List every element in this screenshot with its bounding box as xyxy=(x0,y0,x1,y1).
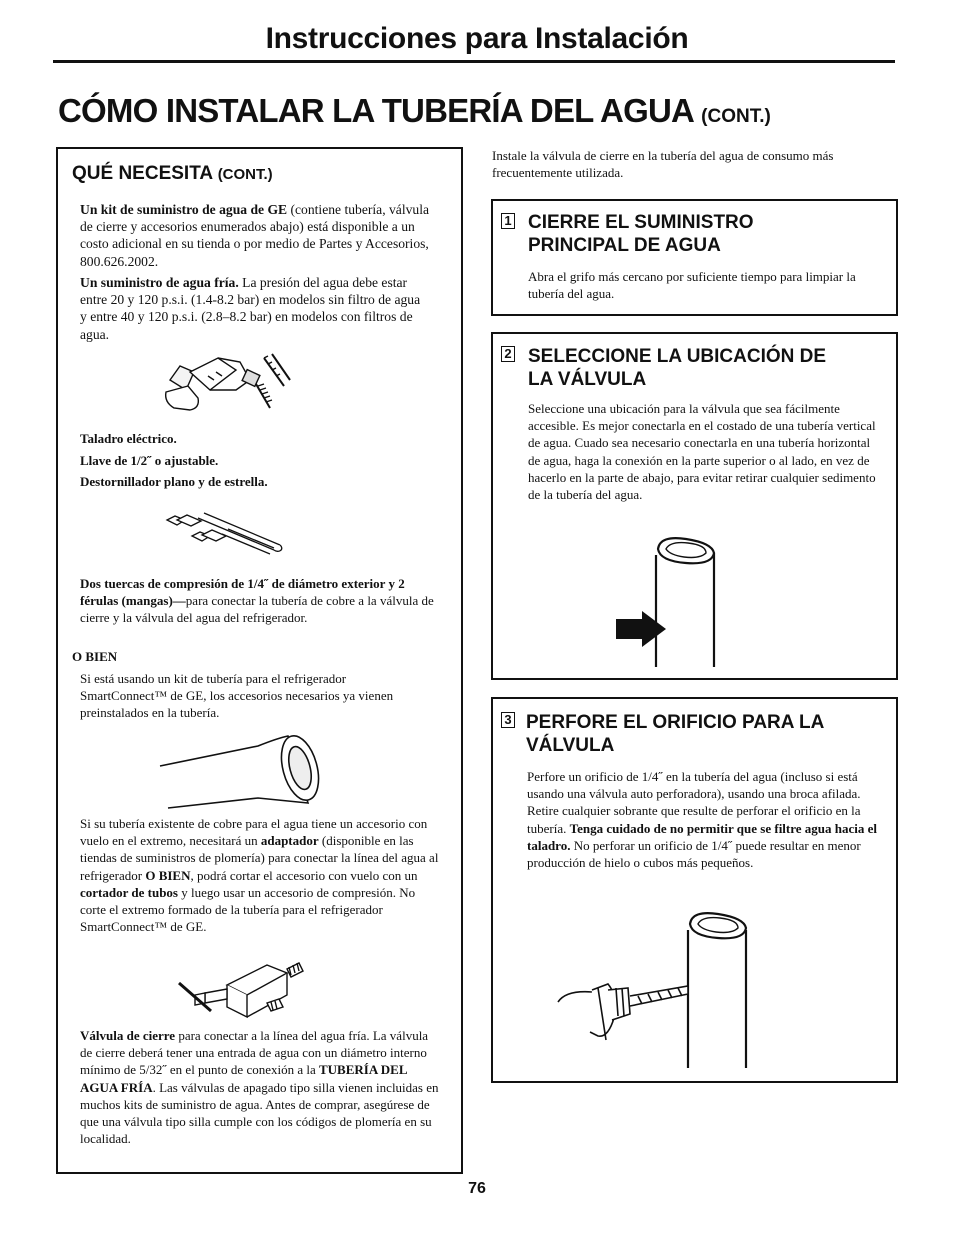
supply-bold: Un suministro de agua fría. xyxy=(80,275,239,290)
page-number: 76 xyxy=(468,1180,486,1197)
step-3-text-a: Perfore un orificio de 1/4˝ en la tubería del agua (incluso si está usando una válvula auto perforadora), usando una broca afilada. Retire cualquier sobrante que resulte de perforar el orificio en la tubería. xyxy=(527,769,861,836)
existing-or: O BIEN xyxy=(145,867,191,883)
valve-c: . Las válvulas de apagado tipo silla vienen incluidas en muchos kits de suministro de agua. Antes de comprar, asegúrese de que una válvula tipo silla cumple con los códigos de plomería en su localidad. xyxy=(80,1079,439,1147)
step-2-title: SELECCIONE LA UBICACIÓN DE LA VÁLVULA xyxy=(528,346,827,390)
section-title xyxy=(58,92,771,130)
step-1-text: Abra el grifo más cercano por suficiente tiempo para limpiar la tubería del agua. xyxy=(528,269,856,302)
step-3-text-b: Tenga cuidado de no permitir que se filtre agua hacia el taladro. xyxy=(527,820,878,853)
valve-a: para conectar a la línea del agua fría. La válvula de cierre deberá tener una entrada de agua con un diámetro interno mínimo de 5/32˝ en el punto de conexión a la xyxy=(80,1028,429,1078)
step-3-title: PERFORE EL ORIFICIO PARA LA VÁLVULA xyxy=(526,712,824,756)
existing-adaptor: adaptador xyxy=(260,833,319,849)
valve-cold-water: TUBERÍA DEL AGUA FRÍA xyxy=(80,1062,407,1095)
kit-text: (contiene tubería, válvula de cierre y accesorios enumerados abajo) está disponible a un costo adicional en su tienda o por medio de Partes y Accesorios, 800.626.2002. xyxy=(80,202,430,269)
step-3-text xyxy=(527,768,887,871)
step-3-text-c: No perforar un orificio de 1/4˝ puede resultar en menor producción de hielo o cubos más pequeños. xyxy=(527,837,861,871)
section-title-text: CÓMO INSTALAR LA TUBERÍA DEL AGUA xyxy=(58,92,693,129)
header-rule xyxy=(53,60,895,63)
supply-paragraph xyxy=(80,274,425,343)
intro-text: Instale la válvula de cierre en la tubería del agua de consumo más frecuentemente utilizada. xyxy=(492,148,834,181)
existing-g: y luego usar un accesorio de compresión. No corte el extremo formado de la tubería para el refrigerador SmartConnect™ de GE. xyxy=(80,884,416,935)
smartconnect-paragraph: Si está usando un kit de tubería para el refrigerador SmartConnect™ de GE, los accesorios necesarios ya vienen preinstalados en la tubería. xyxy=(80,671,394,721)
tool-wrench: Llave de 1/2˝ o ajustable. xyxy=(80,453,219,468)
existing-c: (disponible en las tiendas de suministros de plomería) para conectar la línea del agua al refrigerador xyxy=(80,833,439,883)
what-you-need-heading-text: QUÉ NECESITA xyxy=(72,163,213,184)
valve-bold: Válvula de cierre xyxy=(80,1028,176,1043)
vertical-pipe-illustration xyxy=(612,535,722,670)
existing-tubing-paragraph xyxy=(80,815,442,935)
step-1-number: 1 xyxy=(501,213,515,229)
supply-text: La presión del agua debe estar entre 20 y 120 p.s.i. (1.4-8.2 bar) en modelos sin filtro de agua y entre 40 y 120 p.s.i. (2.8–8.2 bar) en modelos con filtros de agua. xyxy=(80,275,421,342)
drill-pipe-illustration xyxy=(556,910,756,1070)
existing-a: Si su tubería existente de cobre para el agua tiene un accesorio con vuelo en el extremo, necesitará un xyxy=(80,816,428,849)
step-1-title: CIERRE EL SUMINISTRO PRINCIPAL DE AGUA xyxy=(528,212,754,256)
step-2-text: Seleccione una ubicación para la válvula que sea fácilmente accesible. Es mejor conectarla en el costado de una tubería vertical de agua. Cuado sea necesario conectarla en una tubería horizontal de agua, haga la conexión en la parte superior o al lado, en vez de hacerlo en la parte de abajo, para evitar retirar cualquier sedimento de la tubería del agua. xyxy=(528,401,876,503)
what-you-need-heading-suffix: (CONT.) xyxy=(217,166,273,183)
tool-drill: Taladro eléctrico. xyxy=(80,431,177,446)
existing-cutter: cortador de tubos xyxy=(80,884,178,900)
valve-paragraph xyxy=(80,1027,442,1147)
kit-paragraph xyxy=(80,201,445,270)
nuts-text: para conectar la tubería de cobre a la válvula de cierre y la válvula del agua del refrigerador. xyxy=(80,593,434,626)
or-label: O BIEN xyxy=(72,649,118,664)
nuts-paragraph xyxy=(80,575,435,627)
section-title-suffix: (CONT.) xyxy=(701,106,771,127)
compression-nuts-illustration xyxy=(162,500,292,555)
page-header-title: Instrucciones para Instalación xyxy=(265,22,689,55)
nuts-bold: Dos tuercas de compresión de 1/4˝ de diámetro exterior y 2 férulas (mangas)— xyxy=(80,576,405,609)
existing-e: , podrá cortar el accesorio con vuelo con un xyxy=(190,867,418,883)
tool-screwdriver: Destornillador plano y de estrella. xyxy=(80,474,268,489)
drill-illustration xyxy=(160,350,295,415)
step-3-number: 3 xyxy=(501,712,515,728)
tubing-end-illustration xyxy=(158,728,328,813)
kit-bold: Un kit de suministro de agua de GE xyxy=(80,202,288,217)
step-2-number: 2 xyxy=(501,346,515,362)
shutoff-valve-illustration xyxy=(175,955,310,1025)
what-you-need-heading xyxy=(72,163,273,185)
